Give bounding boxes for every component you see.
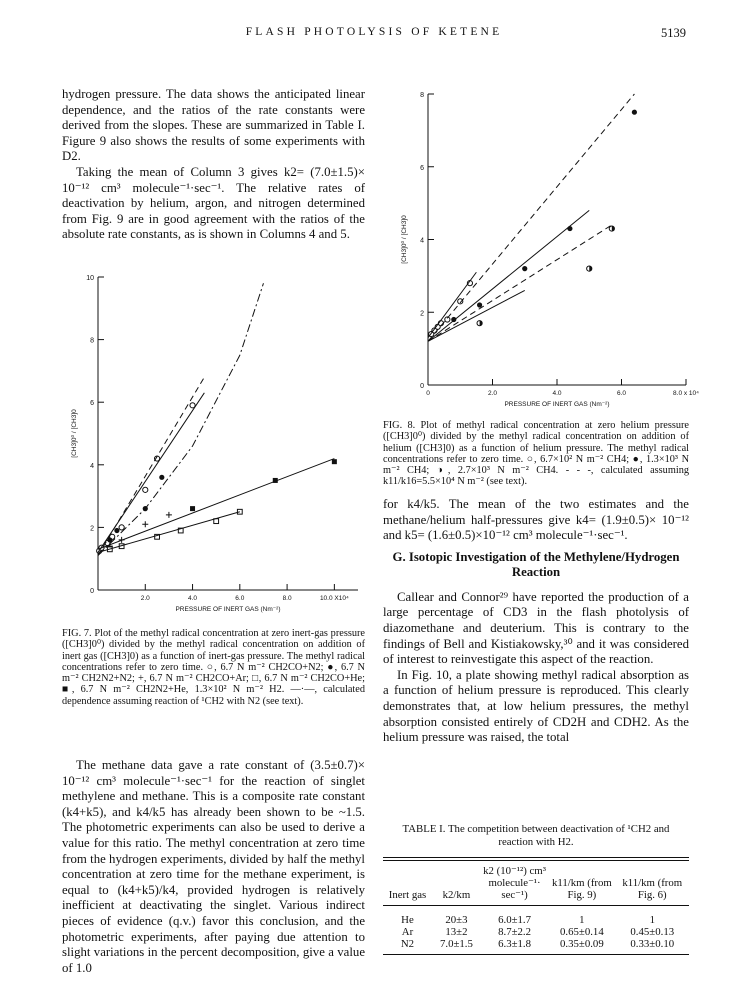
paragraph: Taking the mean of Column 3 gives k2= (7.0±1.5)× 10⁻¹² cm³ molecule⁻¹·sec⁻¹. The relative rates of deactivation by helium, argon, and nitrogen determined from Fig. 9 are in good agreement with the ratios of the absolute rate constants, as is shown in Columns 4 and 5. (62, 164, 365, 242)
data-point (159, 475, 164, 480)
figure-7-plot (70, 275, 358, 613)
y-tick-label: 6 (420, 164, 424, 172)
running-title: FLASH PHOTOLYSIS OF KETENE (245, 26, 503, 38)
table-header: k11/km (from Fig. 9) (551, 877, 612, 901)
data-point (458, 299, 463, 304)
series-line (428, 94, 634, 341)
table-cell: 7.0±1.5 (439, 938, 473, 950)
x-tick-label: 4.0 (552, 390, 562, 397)
data-point (119, 525, 124, 530)
table-row (383, 926, 689, 938)
table-cell: 8.7±2.2 (498, 926, 532, 938)
paragraph: In Fig. 10, a plate showing methyl radical absorption as a function of helium pressure is reproduced. This clearly demonstrates that, at low helium pressures, the methyl absorption consisted entirely of CD2H and CDH2. As the helium pressure was raised, the total (383, 667, 689, 745)
table-cell: 6.0±1.7 (498, 914, 532, 926)
table-cell: 0.35±0.09 (560, 938, 604, 950)
figure-8-chart (386, 80, 706, 418)
data-point (477, 321, 482, 326)
table-header: k2 (10⁻¹²) cm³ molecule⁻¹· sec⁻¹) (483, 865, 546, 901)
left-bottom-text (62, 758, 365, 976)
table-cell: 13±2 (445, 926, 468, 938)
y-tick-label: 0 (90, 588, 94, 595)
paragraph: The methane data gave a rate constant of (3.5±0.7)× 10⁻¹² cm³ molecule⁻¹·sec⁻¹ for the reaction of singlet methylene and methane. This is a composite rate constant (k4+k5), and k4/k5 has already been shown to be ~1.5. The photometric experiments can also be used to derive a value for this ratio. The methyl concentration at zero time from the hydrogen experiments, divided by half the methyl concentration at zero time for the methane experiment, is equal to (k4+k5)/k4, provided hydrogen is relatively inefficient at deactivating the singlet. Various indirect pieces of evidence (q.v.) favor this conclusion, and the photometric experiments, after paying due attention to slight variations in the percent decomposition, give a value of 1.0 (62, 758, 365, 975)
table-cell: Ar (401, 926, 414, 938)
data-point (190, 506, 195, 511)
y-tick-label: 2 (90, 525, 94, 533)
fit-line (428, 225, 612, 341)
left-top-text (62, 87, 365, 243)
figure-7-caption: FIG. 7. Plot of the methyl radical concentration at zero inert-gas pressure ([CH3]0⁰) divided by the methyl radical concentration on addition of inert gas ([CH3]0) as a function of inert-gas pressure. The methyl radical concentrations refer to zero time. ○, 6.7 N m⁻² CH2CO+N2; ●, 6.7 N m⁻² CH2N2+N2; +, 6.7 N m⁻² CH2CO+Ar; □, 6.7 N m⁻² CH2CO+He; ■, 6.7 N m⁻² CH2N2+He, 1.3×10² N m⁻² H2. —·—, calculated dependence assuming reaction of ¹CH2 with N2 (see text). (62, 628, 365, 707)
y-tick-label: 6 (90, 400, 94, 408)
data-point (522, 266, 527, 271)
y-axis-label: [CH3]0⁰ / [CH3]0 (401, 215, 408, 264)
x-axis-label: PRESSURE OF INERT GAS (Nm⁻²) (175, 606, 281, 613)
y-tick-label: 4 (90, 462, 94, 470)
x-tick-label: 4.0 (188, 595, 198, 602)
section-heading: G. Isotopic Investigation of the Methylene/Hydrogen Reaction (392, 549, 680, 579)
data-point (114, 528, 119, 533)
y-axis-label: [CH3]0⁰ / [CH3]0 (71, 409, 78, 458)
x-tick-label: 2.0 (487, 390, 498, 397)
figure-8-plot (400, 92, 699, 408)
y-tick-label: 0 (420, 383, 424, 390)
data-point (567, 226, 572, 231)
table-rule (383, 857, 689, 858)
paragraph: hydrogen pressure. The data shows the anticipated linear dependence, and the ratios of the rate constants were derived from the slopes. These are summarized in Table I. Figure 9 also shows the results of some experiments with D2. (62, 87, 365, 164)
table-cell: N2 (400, 938, 415, 950)
fit-line (98, 459, 334, 550)
table-row (383, 938, 689, 950)
page-number: 5139 (661, 26, 686, 40)
data-point (587, 266, 592, 271)
x-tick-label: 2.0 (140, 595, 150, 602)
y-tick-label: 2 (420, 310, 424, 318)
data-point (609, 226, 614, 231)
table-cell: 0.33±0.10 (630, 938, 675, 950)
paragraph: for k4/k5. The mean of the two estimates and the methane/helium half-pressures give k4= (1.9±0.5)× 10⁻¹² and k5= (1.6±0.5)×10⁻¹² cm³ molecule⁻¹·sec⁻¹. (383, 497, 689, 543)
fit-line (428, 290, 525, 341)
table-title: TABLE I. The competition between deactivation of ¹CH2 and reaction with H2. (402, 823, 670, 848)
table-cell: 0.45±0.13 (630, 926, 675, 938)
fit-line (428, 210, 589, 341)
data-point (166, 512, 172, 518)
table-cell: 1 (649, 914, 655, 926)
x-tick-label: 6.0 (235, 595, 245, 602)
table-cell: 20±3 (445, 914, 468, 926)
data-point (142, 521, 148, 527)
x-tick-label: 8.0 (282, 595, 292, 602)
y-tick-label: 8 (90, 337, 94, 345)
paragraph: Callear and Connor²⁹ have reported the production of a large percentage of CD3 in the flash photolysis of diazomethane and deuterium. This is contrary to the findings of Bell and Kistiakowsky,³⁰ and it was considered of interest to reinvestigate this aspect of the reaction. (383, 589, 689, 667)
y-tick-label: 8 (420, 92, 424, 99)
x-axis-label: PRESSURE OF INERT GAS (Nm⁻²) (504, 401, 610, 408)
table-cell: 0.65±0.14 (560, 926, 604, 938)
x-tick-label: 6.0 (616, 390, 627, 397)
figure-7-chart (58, 265, 368, 625)
data-point (332, 459, 337, 464)
table-row (383, 906, 689, 927)
fit-line (428, 272, 476, 337)
table-header: k11/km (from Fig. 6) (622, 877, 683, 901)
data-point (143, 487, 148, 492)
table-1 (383, 823, 689, 955)
table-rule (383, 954, 689, 955)
table-cell: 6.3±1.8 (498, 938, 532, 950)
data-point (477, 302, 482, 307)
right-text (383, 497, 689, 746)
x-tick-label: 8.0 x 10⁴ (673, 390, 699, 397)
table-cell: 1 (579, 914, 585, 926)
y-tick-label: 10 (86, 275, 94, 282)
table-header: Inert gas (388, 889, 427, 901)
data-point (632, 110, 637, 115)
table-cell: He (401, 914, 414, 926)
y-tick-label: 4 (420, 237, 424, 245)
table-body (383, 861, 689, 950)
x-tick-label: 10.0 X10⁴ (319, 595, 349, 602)
x-tick-label: 0 (426, 390, 430, 397)
figure-8-caption: FIG. 8. Plot of methyl radical concentration at zero helium pressure ([CH3]0⁰) divided by the methyl radical concentration on addition of helium ([CH3]0) as a function of helium pressure. The methyl radical concentrations refer to zero time. ○, 6.7×10² N m⁻² CH4; ●, 1.3×10³ N m⁻² CH4; ◑, 2.7×10³ N m⁻² CH4. - - -, calculated assuming k11/k16=5.5×10⁴ N m⁻² (see text). (383, 420, 689, 488)
table-header: k2/km (442, 889, 471, 901)
